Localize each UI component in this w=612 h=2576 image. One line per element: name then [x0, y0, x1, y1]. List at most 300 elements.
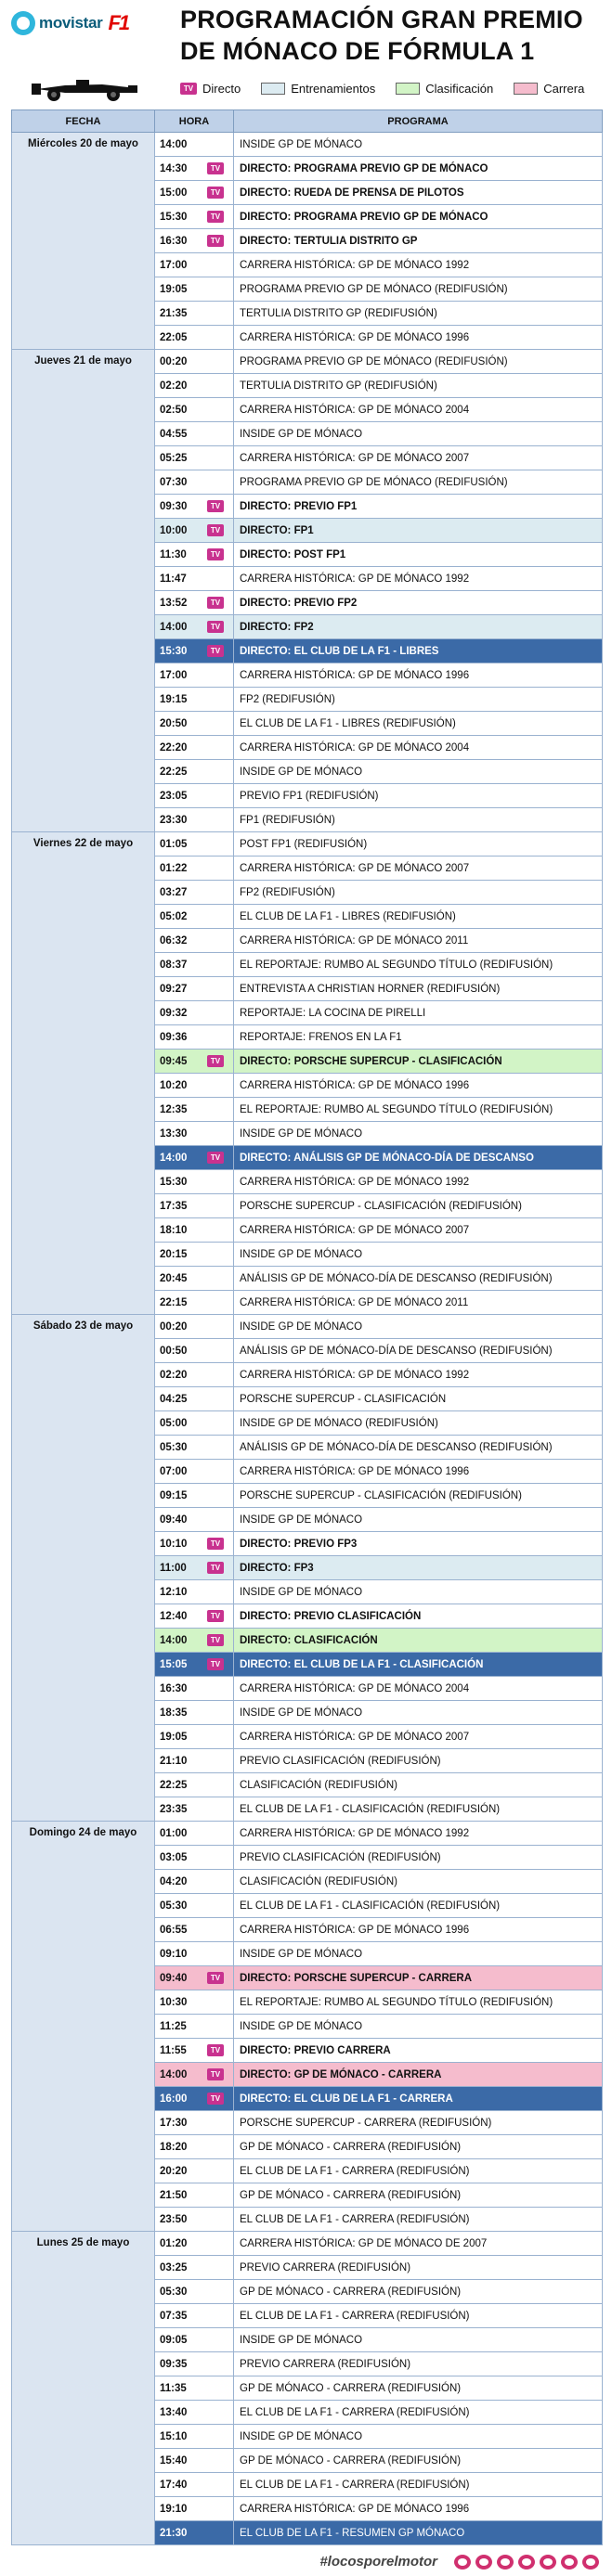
movistar-logo-icon — [11, 11, 35, 35]
time-cell — [155, 1291, 234, 1315]
program-cell: DIRECTO: PORSCHE SUPERCUP - CARRERA — [234, 1966, 603, 1990]
program-cell: PREVIO CARRERA (REDIFUSIÓN) — [234, 2256, 603, 2280]
time-cell — [155, 832, 234, 857]
column-header-programa: PROGRAMA — [234, 110, 603, 133]
time-cell — [155, 253, 234, 277]
day-cell: Sábado 23 de mayo — [12, 1315, 155, 1822]
time-cell — [155, 1387, 234, 1411]
program-cell: REPORTAJE: FRENOS EN LA F1 — [234, 1025, 603, 1050]
helmet-icon — [454, 2555, 471, 2570]
time-text: 11:35 — [160, 2382, 187, 2394]
program-cell: PROGRAMA PREVIO GP DE MÓNACO (REDIFUSIÓN) — [234, 277, 603, 302]
time-cell — [155, 784, 234, 808]
time-text: 19:10 — [160, 2503, 188, 2515]
program-cell: FP2 (REDIFUSIÓN) — [234, 881, 603, 905]
time-text: 22:25 — [160, 766, 188, 778]
time-text: 15:05 — [160, 1658, 188, 1670]
time-cell — [155, 2063, 234, 2087]
helmet-icon — [540, 2555, 556, 2570]
tv-icon: TV — [207, 645, 224, 657]
time-cell — [155, 302, 234, 326]
time-text: 07:35 — [160, 2310, 188, 2322]
program-cell: INSIDE GP DE MÓNACO — [234, 1315, 603, 1339]
time-text: 15:00 — [160, 187, 188, 199]
program-cell: PROGRAMA PREVIO GP DE MÓNACO (REDIFUSIÓN) — [234, 350, 603, 374]
time-cell — [155, 2159, 234, 2183]
time-text: 06:32 — [160, 934, 188, 947]
helmet-icon — [518, 2555, 535, 2570]
time-text: 11:25 — [160, 2020, 187, 2032]
time-text: 04:25 — [160, 1393, 188, 1405]
program-cell: TERTULIA DISTRITO GP (REDIFUSIÓN) — [234, 374, 603, 398]
time-cell — [155, 1508, 234, 1532]
time-text: 14:00 — [160, 2068, 188, 2080]
time-cell — [155, 2521, 234, 2545]
program-cell: GP DE MÓNACO - CARRERA (REDIFUSIÓN) — [234, 2135, 603, 2159]
time-cell — [155, 1749, 234, 1773]
time-cell — [155, 1990, 234, 2015]
tv-icon: TV — [207, 2068, 224, 2080]
program-cell: CARRERA HISTÓRICA: GP DE MÓNACO 1992 — [234, 1363, 603, 1387]
footer — [0, 2548, 612, 2576]
time-cell — [155, 229, 234, 253]
time-cell — [155, 1918, 234, 1942]
time-cell — [155, 2497, 234, 2521]
time-cell — [155, 1339, 234, 1363]
program-cell: EL REPORTAJE: RUMBO AL SEGUNDO TÍTULO (REDIFUSIÓN) — [234, 953, 603, 977]
time-cell — [155, 2208, 234, 2232]
time-cell — [155, 422, 234, 446]
program-cell: CARRERA HISTÓRICA: GP DE MÓNACO 2011 — [234, 929, 603, 953]
program-cell: INSIDE GP DE MÓNACO — [234, 1243, 603, 1267]
time-text: 21:50 — [160, 2189, 188, 2201]
time-text: 05:02 — [160, 910, 188, 922]
tv-icon: TV — [207, 162, 224, 174]
program-cell: INSIDE GP DE MÓNACO — [234, 1122, 603, 1146]
time-cell — [155, 591, 234, 615]
time-cell — [155, 929, 234, 953]
program-cell: ANÁLISIS GP DE MÓNACO-DÍA DE DESCANSO (REDIFUSIÓN) — [234, 1267, 603, 1291]
table-row — [12, 2232, 603, 2256]
time-text: 01:00 — [160, 1827, 188, 1839]
tv-icon: TV — [207, 187, 224, 199]
program-cell: PORSCHE SUPERCUP - CLASIFICACIÓN (REDIFUSIÓN) — [234, 1194, 603, 1218]
time-text: 09:05 — [160, 2334, 188, 2346]
time-cell — [155, 398, 234, 422]
time-cell — [155, 736, 234, 760]
table-row — [12, 832, 603, 857]
time-text: 01:22 — [160, 862, 188, 874]
time-cell — [155, 2449, 234, 2473]
time-text: 09:45 — [160, 1055, 188, 1067]
program-cell: DIRECTO: PORSCHE SUPERCUP - CLASIFICACIÓN — [234, 1050, 603, 1074]
time-cell — [155, 1942, 234, 1966]
time-cell — [155, 181, 234, 205]
time-text: 11:30 — [160, 548, 187, 560]
time-cell — [155, 1460, 234, 1484]
program-cell: ANÁLISIS GP DE MÓNACO-DÍA DE DESCANSO (REDIFUSIÓN) — [234, 1436, 603, 1460]
hashtag: #locosporelmotor — [319, 2554, 437, 2570]
program-cell: INSIDE GP DE MÓNACO — [234, 1701, 603, 1725]
time-text: 10:10 — [160, 1538, 188, 1550]
time-cell — [155, 639, 234, 663]
time-cell — [155, 1363, 234, 1387]
day-cell: Miércoles 20 de mayo — [12, 133, 155, 350]
program-cell: CARRERA HISTÓRICA: GP DE MÓNACO 2004 — [234, 1677, 603, 1701]
program-cell: CARRERA HISTÓRICA: GP DE MÓNACO 1996 — [234, 1460, 603, 1484]
time-cell — [155, 2232, 234, 2256]
page-title — [180, 4, 607, 67]
time-cell — [155, 1411, 234, 1436]
time-text: 11:47 — [160, 573, 187, 585]
program-cell: INSIDE GP DE MÓNACO — [234, 422, 603, 446]
time-cell — [155, 905, 234, 929]
time-text: 05:30 — [160, 2286, 188, 2298]
time-cell — [155, 277, 234, 302]
schedule-table — [11, 109, 603, 2545]
time-cell — [155, 2328, 234, 2352]
time-text: 14:00 — [160, 1634, 188, 1646]
program-cell: EL CLUB DE LA F1 - CLASIFICACIÓN (REDIFUSIÓN) — [234, 1894, 603, 1918]
brand-name: movistar — [39, 14, 103, 32]
time-text: 15:30 — [160, 1176, 188, 1188]
time-cell — [155, 615, 234, 639]
time-cell — [155, 857, 234, 881]
program-cell: PREVIO CARRERA (REDIFUSIÓN) — [234, 2352, 603, 2376]
time-text: 09:15 — [160, 1489, 188, 1501]
time-cell — [155, 760, 234, 784]
program-cell: CARRERA HISTÓRICA: GP DE MÓNACO 2007 — [234, 446, 603, 470]
time-cell — [155, 2304, 234, 2328]
time-cell — [155, 350, 234, 374]
time-cell — [155, 1677, 234, 1701]
time-text: 09:40 — [160, 1513, 188, 1526]
program-cell: EL CLUB DE LA F1 - CARRERA (REDIFUSIÓN) — [234, 2208, 603, 2232]
time-cell — [155, 1532, 234, 1556]
program-cell: PREVIO CLASIFICACIÓN (REDIFUSIÓN) — [234, 1749, 603, 1773]
program-cell: CARRERA HISTÓRICA: GP DE MÓNACO 1992 — [234, 1170, 603, 1194]
time-cell — [155, 1025, 234, 1050]
time-text: 16:00 — [160, 2093, 188, 2105]
program-cell: INSIDE GP DE MÓNACO (REDIFUSIÓN) — [234, 1411, 603, 1436]
time-text: 19:05 — [160, 1731, 188, 1743]
column-header-hora: HORA — [155, 110, 234, 133]
time-cell — [155, 1315, 234, 1339]
time-cell — [155, 543, 234, 567]
time-text: 12:10 — [160, 1586, 188, 1598]
program-cell: INSIDE GP DE MÓNACO — [234, 2425, 603, 2449]
time-text: 09:10 — [160, 1948, 188, 1960]
program-cell: CARRERA HISTÓRICA: GP DE MÓNACO 2007 — [234, 857, 603, 881]
program-cell: CARRERA HISTÓRICA: GP DE MÓNACO 2011 — [234, 1291, 603, 1315]
time-text: 05:30 — [160, 1441, 188, 1453]
time-text: 09:35 — [160, 2358, 188, 2370]
program-cell: DIRECTO: PREVIO FP2 — [234, 591, 603, 615]
time-text: 00:20 — [160, 355, 188, 367]
time-cell — [155, 881, 234, 905]
time-text: 21:10 — [160, 1755, 188, 1767]
program-cell: FP2 (REDIFUSIÓN) — [234, 688, 603, 712]
helmet-icon — [561, 2555, 578, 2570]
time-cell — [155, 205, 234, 229]
time-cell — [155, 1725, 234, 1749]
table-row — [12, 133, 603, 157]
tv-icon: TV — [207, 2093, 224, 2105]
program-cell: FP1 (REDIFUSIÓN) — [234, 808, 603, 832]
time-cell — [155, 2401, 234, 2425]
time-text: 14:00 — [160, 138, 188, 150]
time-text: 23:35 — [160, 1803, 188, 1815]
day-cell: Domingo 24 de mayo — [12, 1822, 155, 2232]
time-text: 16:30 — [160, 235, 188, 247]
program-cell: DIRECTO: EL CLUB DE LA F1 - LIBRES — [234, 639, 603, 663]
time-cell — [155, 519, 234, 543]
tv-icon: TV — [207, 1562, 224, 1574]
time-cell — [155, 2183, 234, 2208]
time-text: 22:20 — [160, 741, 188, 753]
time-cell — [155, 1604, 234, 1629]
day-cell: Viernes 22 de mayo — [12, 832, 155, 1315]
time-cell — [155, 688, 234, 712]
time-cell — [155, 1050, 234, 1074]
time-text: 14:00 — [160, 1152, 188, 1164]
legend-label: Carrera — [543, 82, 585, 96]
program-cell: INSIDE GP DE MÓNACO — [234, 1508, 603, 1532]
program-cell: DIRECTO: PREVIO FP1 — [234, 495, 603, 519]
time-text: 05:30 — [160, 1900, 188, 1912]
tv-icon: TV — [207, 1538, 224, 1550]
program-cell: EL CLUB DE LA F1 - RESUMEN GP MÓNACO — [234, 2521, 603, 2545]
program-cell: DIRECTO: PREVIO CLASIFICACIÓN — [234, 1604, 603, 1629]
program-cell: EL CLUB DE LA F1 - CLASIFICACIÓN (REDIFUSIÓN) — [234, 1797, 603, 1822]
time-text: 20:15 — [160, 1248, 188, 1260]
tv-icon: TV — [207, 1658, 224, 1670]
program-cell: EL REPORTAJE: RUMBO AL SEGUNDO TÍTULO (REDIFUSIÓN) — [234, 1990, 603, 2015]
day-cell: Jueves 21 de mayo — [12, 350, 155, 832]
tv-icon: TV — [207, 500, 224, 512]
helmet-icon — [497, 2555, 514, 2570]
program-cell: DIRECTO: PREVIO CARRERA — [234, 2039, 603, 2063]
time-text: 03:27 — [160, 886, 188, 898]
helmet-icon — [475, 2555, 492, 2570]
time-text: 22:05 — [160, 331, 188, 343]
time-text: 21:30 — [160, 2527, 188, 2539]
time-text: 01:20 — [160, 2237, 188, 2249]
time-cell — [155, 2015, 234, 2039]
program-cell: CARRERA HISTÓRICA: GP DE MÓNACO 2007 — [234, 1725, 603, 1749]
time-cell — [155, 808, 234, 832]
time-cell — [155, 157, 234, 181]
legend-label: Directo — [202, 82, 241, 96]
tv-icon: TV — [207, 2044, 224, 2056]
column-header-fecha: FECHA — [12, 110, 155, 133]
program-cell: EL CLUB DE LA F1 - LIBRES (REDIFUSIÓN) — [234, 905, 603, 929]
tv-icon: TV — [180, 83, 197, 95]
tv-icon: TV — [207, 235, 224, 247]
program-cell: CARRERA HISTÓRICA: GP DE MÓNACO 2007 — [234, 1218, 603, 1243]
time-cell — [155, 1870, 234, 1894]
brand-logo-group — [11, 11, 128, 35]
legend-item-carrera — [514, 82, 584, 96]
time-text: 08:37 — [160, 959, 188, 971]
program-cell: POST FP1 (REDIFUSIÓN) — [234, 832, 603, 857]
tv-icon: TV — [207, 597, 224, 609]
time-cell — [155, 1098, 234, 1122]
program-cell: EL CLUB DE LA F1 - CARRERA (REDIFUSIÓN) — [234, 2473, 603, 2497]
program-cell: CARRERA HISTÓRICA: GP DE MÓNACO 1996 — [234, 2497, 603, 2521]
time-text: 17:30 — [160, 2117, 188, 2129]
time-text: 01:05 — [160, 838, 188, 850]
time-cell — [155, 470, 234, 495]
schedule-body — [12, 133, 603, 2545]
program-cell: CLASIFICACIÓN (REDIFUSIÓN) — [234, 1773, 603, 1797]
time-text: 22:25 — [160, 1779, 188, 1791]
program-cell: DIRECTO: ANÁLISIS GP DE MÓNACO-DÍA DE DESCANSO — [234, 1146, 603, 1170]
time-text: 13:52 — [160, 597, 188, 609]
time-text: 09:36 — [160, 1031, 188, 1043]
time-cell — [155, 1484, 234, 1508]
time-text: 18:35 — [160, 1707, 188, 1719]
time-text: 10:30 — [160, 1996, 188, 2008]
program-cell: CARRERA HISTÓRICA: GP DE MÓNACO 1996 — [234, 326, 603, 350]
f1-car-icon — [28, 76, 139, 102]
time-text: 20:50 — [160, 717, 188, 729]
time-text: 13:40 — [160, 2406, 188, 2418]
time-cell — [155, 1146, 234, 1170]
program-cell: CARRERA HISTÓRICA: GP DE MÓNACO 1996 — [234, 1918, 603, 1942]
program-cell: DIRECTO: POST FP1 — [234, 543, 603, 567]
program-cell: EL CLUB DE LA F1 - LIBRES (REDIFUSIÓN) — [234, 712, 603, 736]
time-text: 13:30 — [160, 1127, 188, 1140]
time-cell — [155, 1701, 234, 1725]
time-cell — [155, 1267, 234, 1291]
time-text: 16:30 — [160, 1682, 188, 1694]
program-cell: DIRECTO: EL CLUB DE LA F1 - CLASIFICACIÓN — [234, 1653, 603, 1677]
schedule-table-wrapper — [11, 109, 602, 2545]
program-cell: PREVIO CLASIFICACIÓN (REDIFUSIÓN) — [234, 1846, 603, 1870]
time-text: 09:32 — [160, 1007, 188, 1019]
time-text: 12:40 — [160, 1610, 188, 1622]
time-cell — [155, 1846, 234, 1870]
program-cell: PREVIO FP1 (REDIFUSIÓN) — [234, 784, 603, 808]
program-cell: ENTREVISTA A CHRISTIAN HORNER (REDIFUSIÓN) — [234, 977, 603, 1001]
legend-label: Clasificación — [425, 82, 494, 96]
time-cell — [155, 374, 234, 398]
legend-swatch — [514, 83, 538, 95]
time-text: 09:40 — [160, 1972, 188, 1984]
time-cell — [155, 1218, 234, 1243]
header — [0, 0, 612, 109]
program-cell: CARRERA HISTÓRICA: GP DE MÓNACO 1992 — [234, 1822, 603, 1846]
time-text: 06:55 — [160, 1924, 188, 1936]
time-cell — [155, 1556, 234, 1580]
time-cell — [155, 1629, 234, 1653]
time-cell — [155, 446, 234, 470]
time-cell — [155, 2039, 234, 2063]
tv-icon: TV — [207, 1055, 224, 1067]
program-cell: INSIDE GP DE MÓNACO — [234, 1580, 603, 1604]
time-cell — [155, 567, 234, 591]
title-line-2: DE MÓNACO DE FÓRMULA 1 — [180, 37, 535, 65]
time-cell — [155, 2111, 234, 2135]
legend-label: Entrenamientos — [291, 82, 376, 96]
program-cell: PROGRAMA PREVIO GP DE MÓNACO (REDIFUSIÓN) — [234, 470, 603, 495]
time-cell — [155, 663, 234, 688]
program-cell: DIRECTO: EL CLUB DE LA F1 - CARRERA — [234, 2087, 603, 2111]
program-cell: EL CLUB DE LA F1 - CARRERA (REDIFUSIÓN) — [234, 2304, 603, 2328]
program-cell: GP DE MÓNACO - CARRERA (REDIFUSIÓN) — [234, 2449, 603, 2473]
legend-item-entrenamientos — [261, 82, 375, 96]
time-text: 15:40 — [160, 2454, 188, 2467]
time-text: 20:20 — [160, 2165, 188, 2177]
program-cell: PORSCHE SUPERCUP - CLASIFICACIÓN (REDIFUSIÓN) — [234, 1484, 603, 1508]
tv-icon: TV — [207, 524, 224, 536]
program-cell: TERTULIA DISTRITO GP (REDIFUSIÓN) — [234, 302, 603, 326]
program-cell: CARRERA HISTÓRICA: GP DE MÓNACO 1996 — [234, 663, 603, 688]
program-cell: REPORTAJE: LA COCINA DE PIRELLI — [234, 1001, 603, 1025]
program-cell: GP DE MÓNACO - CARRERA (REDIFUSIÓN) — [234, 2280, 603, 2304]
time-cell — [155, 1580, 234, 1604]
program-cell: CARRERA HISTÓRICA: GP DE MÓNACO 1992 — [234, 253, 603, 277]
time-text: 23:05 — [160, 790, 188, 802]
program-cell: PORSCHE SUPERCUP - CARRERA (REDIFUSIÓN) — [234, 2111, 603, 2135]
time-text: 07:00 — [160, 1465, 188, 1477]
time-text: 22:15 — [160, 1296, 188, 1308]
time-cell — [155, 2087, 234, 2111]
time-text: 17:40 — [160, 2479, 188, 2491]
time-text: 03:05 — [160, 1851, 188, 1863]
time-text: 00:50 — [160, 1345, 188, 1357]
tv-icon: TV — [207, 1152, 224, 1164]
time-text: 15:30 — [160, 211, 188, 223]
program-cell: DIRECTO: FP3 — [234, 1556, 603, 1580]
time-cell — [155, 2256, 234, 2280]
time-text: 10:20 — [160, 1079, 188, 1091]
time-cell — [155, 1243, 234, 1267]
program-cell: EL CLUB DE LA F1 - CARRERA (REDIFUSIÓN) — [234, 2159, 603, 2183]
program-cell: CLASIFICACIÓN (REDIFUSIÓN) — [234, 1870, 603, 1894]
time-text: 02:20 — [160, 380, 188, 392]
time-text: 18:10 — [160, 1224, 188, 1236]
table-row — [12, 1822, 603, 1846]
tv-icon: TV — [207, 1634, 224, 1646]
program-cell: CARRERA HISTÓRICA: GP DE MÓNACO 1992 — [234, 567, 603, 591]
time-cell — [155, 1170, 234, 1194]
time-cell — [155, 2376, 234, 2401]
program-cell: DIRECTO: PREVIO FP3 — [234, 1532, 603, 1556]
time-text: 05:00 — [160, 1417, 188, 1429]
program-cell: CARRERA HISTÓRICA: GP DE MÓNACO 2004 — [234, 398, 603, 422]
time-text: 21:35 — [160, 307, 188, 319]
time-cell — [155, 1966, 234, 1990]
time-text: 07:30 — [160, 476, 188, 488]
tv-icon: TV — [207, 1610, 224, 1622]
time-cell — [155, 1122, 234, 1146]
program-cell: DIRECTO: CLASIFICACIÓN — [234, 1629, 603, 1653]
time-text: 14:30 — [160, 162, 188, 174]
time-cell — [155, 326, 234, 350]
program-cell: INSIDE GP DE MÓNACO — [234, 1942, 603, 1966]
program-cell: EL CLUB DE LA F1 - CARRERA (REDIFUSIÓN) — [234, 2401, 603, 2425]
time-cell — [155, 1773, 234, 1797]
time-cell — [155, 2280, 234, 2304]
footer-icons — [449, 2555, 599, 2570]
time-text: 02:50 — [160, 404, 188, 416]
time-text: 11:55 — [160, 2044, 187, 2056]
f1-logo: F1 — [108, 11, 129, 34]
time-text: 09:30 — [160, 500, 188, 512]
time-cell — [155, 1194, 234, 1218]
